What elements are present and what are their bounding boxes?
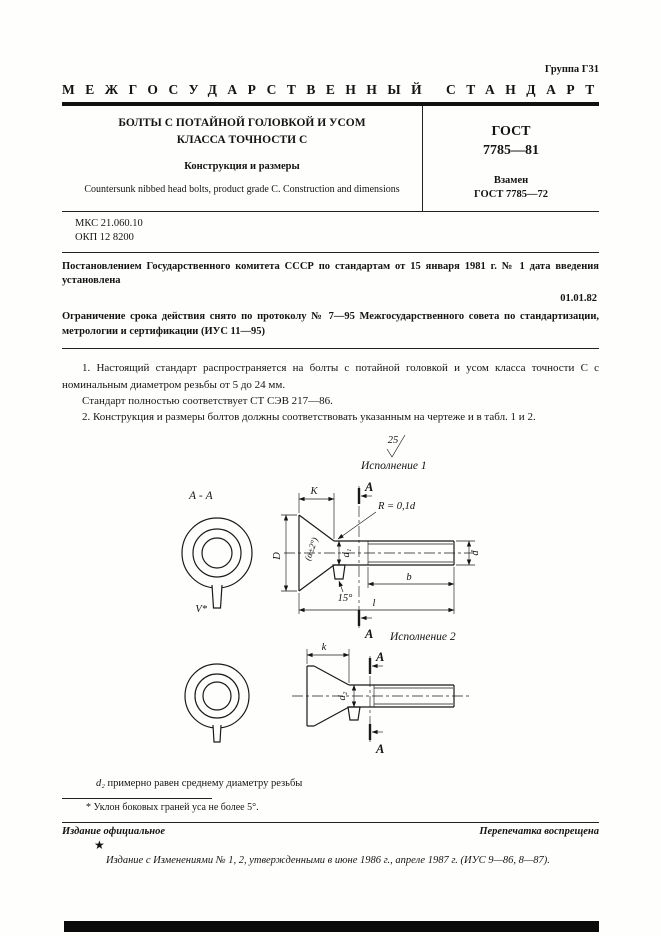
document-subtitle: Конструкция и размеры: [184, 161, 300, 173]
dim-label-15deg: 15°: [337, 593, 353, 605]
section-letter-bottom-1: А: [365, 627, 374, 642]
okp-code: ОКП 12 8200: [75, 232, 134, 244]
para-sev: Стандарт полностью соответствует СТ СЭВ 217—86.: [82, 394, 333, 407]
dim-label-v: V*: [195, 604, 207, 616]
bolt-execution-1: [272, 480, 481, 644]
cone-circle-2: [195, 674, 239, 718]
dim-label-alpha: (α±2°): [302, 536, 320, 563]
section-view-2: [185, 664, 249, 742]
page-content: [62, 0, 605, 867]
d2-note-symbol: d₂: [96, 778, 105, 790]
replaces-label: Взамен: [493, 174, 529, 186]
section-view-1: [182, 490, 252, 615]
mks-code: МКС 21.060.10: [75, 218, 143, 230]
dim-label-l: l: [372, 598, 376, 610]
limitation-text: Ограничение срока действия снято по протоколу № 7—95 Межгосударственного совета по стандартизации, метрологии и сертификации (ИУС 11—95): [62, 310, 599, 337]
dim-label-d: d: [470, 550, 481, 556]
star-icon: ★: [94, 838, 105, 853]
para-construction: 2. Конструкция и размеры болтов должны соответствовать указанным на чертеже и в табл. 1 и 2.: [82, 411, 536, 424]
standard-banner: МЕЖГОСУДАРСТВЕННЫЙ СТАНДАРТ: [62, 82, 605, 97]
section-aa-label: А - А: [189, 490, 213, 503]
deg15-leader: [339, 581, 343, 592]
title-right-column: [422, 106, 599, 211]
decree-text: Постановлением Государственного комитета СССР по стандартам от 15 января 1981 г. № 1 дата введения установлена: [62, 260, 599, 287]
group-label: Группа Г31: [544, 64, 599, 75]
dim-label-k2: k: [321, 642, 327, 654]
decree-block: [62, 253, 599, 350]
d2-note: [96, 778, 599, 789]
reprint-prohibited-label: Перепечатка воспрещена: [479, 826, 599, 838]
radius-leader: [338, 512, 376, 539]
dim-label-b: b: [406, 572, 412, 584]
title-left-column: [62, 106, 422, 211]
title-block: [62, 106, 599, 212]
dim-label-d1: d₁: [341, 548, 352, 558]
surface-roughness-mark: [387, 435, 405, 457]
roughness-value: 25: [387, 435, 399, 447]
replaces-value: ГОСТ 7785—72: [474, 189, 548, 201]
gost-label: ГОСТ: [491, 124, 531, 139]
dim-label-d2: d₂: [337, 691, 348, 701]
para-scope: 1. Настоящий стандарт распространяется на болты с потайной головкой и усом класса точности С с номинальным диаметром резьбы от 5 до 24 мм.: [62, 362, 599, 391]
document-title-line2: КЛАССА ТОЧНОСТИ С: [176, 133, 308, 146]
cone-circle: [193, 529, 241, 577]
standard-body: [62, 360, 599, 425]
replaces-block: [427, 174, 595, 203]
document-title-line1: БОЛТЫ С ПОТАЙНОЙ ГОЛОВКОЙ И УСОМ: [118, 117, 366, 129]
bolt-execution-2: [292, 642, 472, 756]
official-edition-label: Издание официальное: [62, 826, 166, 838]
footnote-separator: [62, 798, 212, 799]
dim-label-k1: К: [310, 486, 318, 498]
execution1-label: Исполнение 1: [361, 460, 427, 473]
footnote-text: * Уклон боковых граней уса не более 5°.: [86, 802, 259, 814]
dim-label-D: D: [272, 552, 283, 561]
footer-rule: [62, 822, 599, 823]
bottom-scan-bar: [64, 921, 599, 932]
execution2-label: Исполнение 2: [390, 631, 456, 644]
effective-date: 01.01.82: [560, 292, 597, 304]
section-letter-top-2: А: [376, 650, 385, 665]
document-title-english: Countersunk nibbed head bolts, product grade C. Construction and dimensions: [84, 184, 400, 196]
shaft-section-circle-2: [203, 682, 231, 710]
section-letter-bottom-2: А: [376, 742, 385, 757]
shaft-section-circle: [202, 538, 232, 568]
technical-drawing: [62, 428, 599, 776]
gost-number: 7785—81: [483, 142, 539, 158]
nib-side-view-2: [348, 707, 360, 720]
nib-side-view: [333, 565, 345, 579]
dim-label-radius: R = 0,1d: [378, 501, 416, 513]
section-letter-top-1: А: [365, 480, 374, 495]
classification-codes: [62, 212, 599, 252]
d2-note-text: примерно равен среднему диаметру резьбы: [104, 778, 303, 790]
ext-lines-k: [299, 493, 334, 539]
edition-note: Издание с Изменениями № 1, 2, утвержденными в июне 1986 г., апреле 1987 г. (ИУС 9—86, 8—87).: [106, 855, 550, 867]
footer-row: [62, 826, 599, 837]
